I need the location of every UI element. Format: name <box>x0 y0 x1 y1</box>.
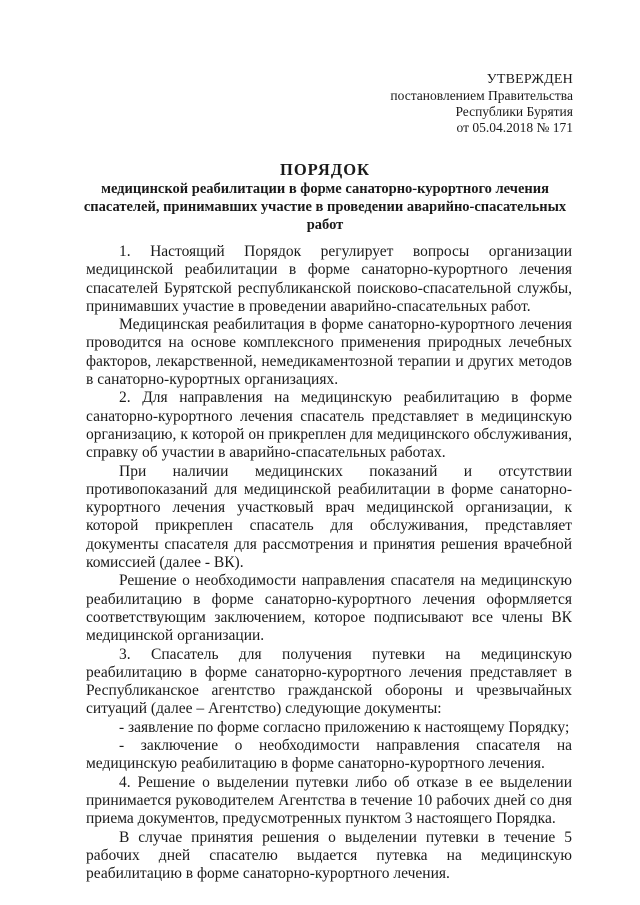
paragraph-5: Решение о необходимости направления спасателя на медицинскую реабилитацию в форме санаторно-курортного лечения оформляется соответствующим заключением, которое подписывают все члены ВК медицинской организации. <box>86 572 572 645</box>
approval-stamp <box>390 72 573 136</box>
paragraph-4: При наличии медицинских показаний и отсутствии противопоказаний для медицинской реабилитации в форме санаторно-курортного лечения участковый врач медицинской организации, к которой прикреплен спасатель для обслуживания, представляет документы спасателя для рассмотрения и принятия решения врачебной комиссией (далее - ВК). <box>86 462 572 572</box>
paragraph-8: В случае принятия решения о выделении путевки в течение 5 рабочих дней спасателю выдается путевка на медицинскую реабилитацию в форме санаторно-курортного лечения. <box>86 828 572 883</box>
approval-line-1: постановлением Правительства <box>390 88 573 103</box>
paragraph-1: 1. Настоящий Порядок регулирует вопросы организации медицинской реабилитации в форме санаторно-курортного лечения спасателей Бурятской республиканской поисково-спасательной службы, принимавших участие в проведении аварийно-спасательных работ. <box>86 243 572 315</box>
approval-line-2: Республики Бурятия <box>455 104 573 119</box>
paragraph-2: Медицинская реабилитация в форме санаторно-курортного лечения проводится на основе комплексного применения природных лечебных факторов, лекарственной, немедикаментозной терапии и других методов в санаторно-курортных организациях. <box>86 316 572 389</box>
document-subtitle: медицинской реабилитации в форме санаторно-курортного лечения спасателей, принимавших участие в проведении аварийно-спасательных работ <box>83 181 567 233</box>
paragraph-6: 3. Спасатель для получения путевки на медицинскую реабилитацию в форме санаторно-курортного лечения представляет в Республиканское агентство гражданской обороны и чрезвычайных ситуаций (далее – Агентство) следующие документы: <box>86 645 572 718</box>
approval-line-3: от 05.04.2018 № 171 <box>456 120 573 135</box>
approval-title: УТВЕРЖДЕН <box>486 72 573 87</box>
paragraph-3: 2. Для направления на медицинскую реабилитацию в форме санаторно-курортного лечения спасатель представляет в медицинскую организацию, к которой он прикреплен для медицинского обслуживания, справку об участии в аварийно-спасательных работах. <box>86 389 572 462</box>
paragraph-7: 4. Решение о выделении путевки либо об отказе в ее выделении принимается руководителем Агентства в течение 10 рабочих дней со дня приема документов, предусмотренных пунктом 3 настоящего Порядка. <box>86 773 572 828</box>
document-body <box>86 243 572 883</box>
list-item-2: - заключение о необходимости направления спасателя на медицинскую реабилитацию в форме санаторно-курортного лечения. <box>86 737 572 773</box>
list-item-1: - заявление по форме согласно приложению к настоящему Порядку; <box>119 718 570 736</box>
document-heading <box>80 160 570 234</box>
document-title: ПОРЯДОК <box>280 160 370 179</box>
